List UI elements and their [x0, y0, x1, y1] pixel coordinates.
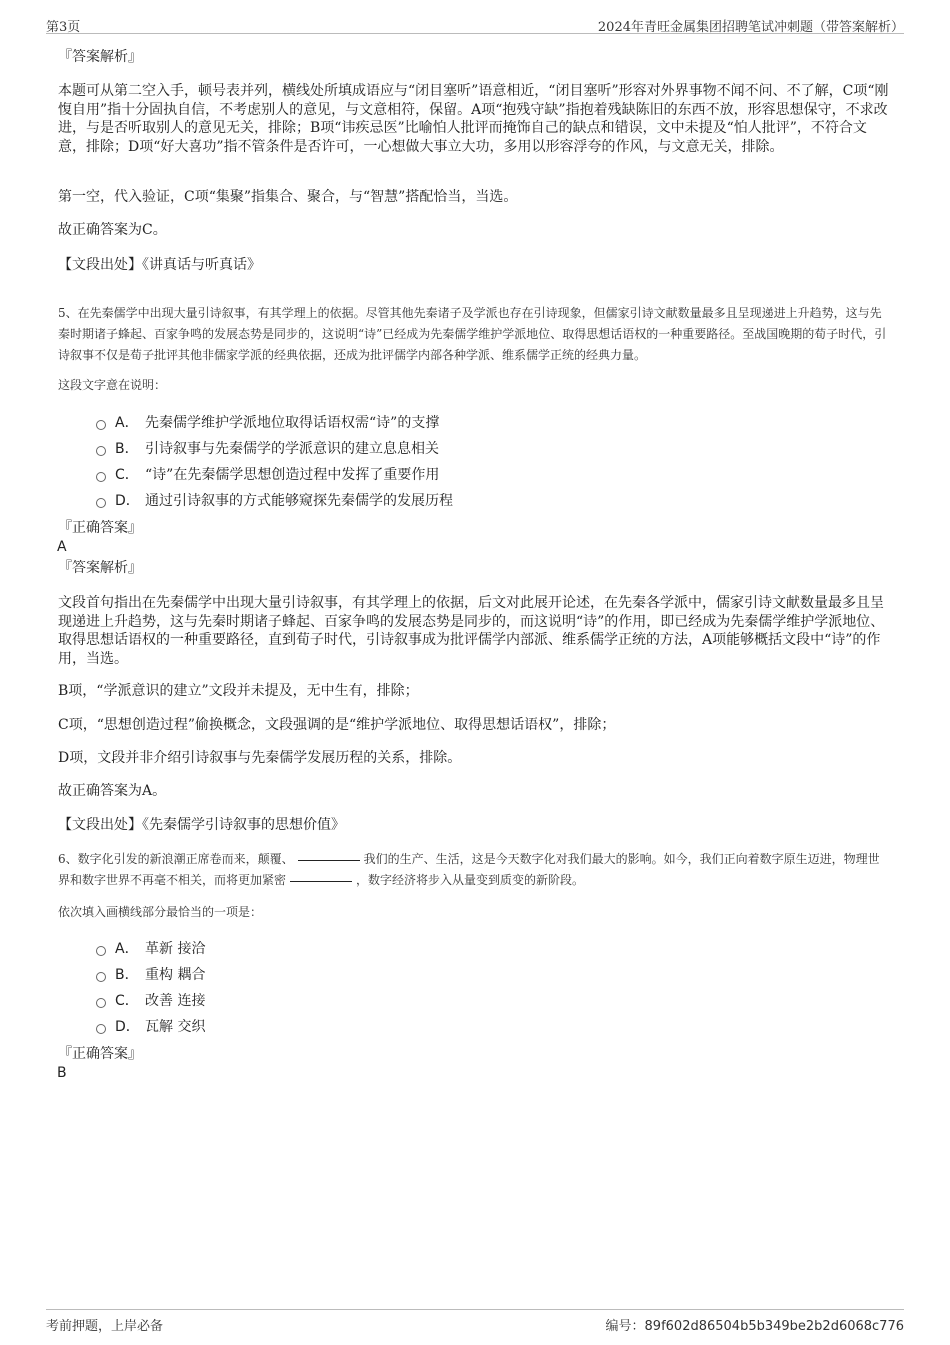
fill-blank [290, 881, 352, 882]
analysis-option-b: B项，“学派意识的建立”文段并未提及，无中生有，排除； [58, 683, 419, 699]
option-text: 瓦解 交织 [145, 1019, 206, 1035]
option-text: 改善 连接 [145, 993, 206, 1009]
question-5-option-c[interactable] [96, 466, 439, 484]
radio-icon[interactable] [96, 1024, 106, 1034]
analysis-label: 『答案解析』 [58, 49, 142, 65]
option-text: 先秦儒学维护学派地位取得话语权需“诗”的支撑 [145, 415, 440, 431]
document-title: 2024年青旺金属集团招聘笔试冲刺题（带答案解析） [597, 20, 904, 35]
radio-icon[interactable] [96, 998, 106, 1008]
analysis-paragraph: 文段首句指出在先秦儒学中出现大量引诗叙事，有其学理上的依据，后文对此展开论述，在先秦各学派中，儒家引诗文献数量最多且呈现递进上升趋势，这与先秦时期诸子蜂起、百家争鸣的发展态势是同步的，而这说明“诗”的作用，即已经成为先秦儒学维护学派地位、取得思想话语权的一种重要路径，直到荀子时代，引诗叙事成为批评儒学内部派、维系儒学正统的方法，A项能够概括文段中“诗”的作用，当选。 [58, 595, 885, 667]
passage-source: 【文段出处】《先秦儒学引诗叙事的思想价值》 [58, 817, 345, 833]
analysis-paragraph: 本题可从第二空入手，顿号表并列，横线处所填成语应与“闭目塞听”语意相近，“闭目塞听”形容对外界事物不闻不问、不了解，C项“刚愎自用”指十分固执自信，不考虑别人的意见，与文意相符，保留。A项“抱残守缺”指抱着残缺陈旧的东西不放，形容思想保守，不求改进，与是否听取别人的意见无关，排除；B项“讳疾忌医”比喻怕人批评而掩饰自己的缺点和错误，文中未提及“怕人批评”，不符合文意，排除；D项“好大喜功”指不管条件是否许可，一心想做大事立大功，多用以形容浮夸的作风，与文意无关，排除。 [58, 83, 889, 155]
option-text: 重构 耦合 [145, 967, 206, 983]
option-text: 革新 接洽 [145, 941, 206, 957]
analysis-conclusion: 故正确答案为A。 [58, 783, 167, 799]
option-letter: A． [115, 941, 139, 957]
document-code [606, 1315, 904, 1334]
passage-source: 【文段出处】《讲真话与听真话》 [58, 257, 261, 273]
correct-answer-label: 『正确答案』 [58, 520, 142, 536]
page-header [46, 14, 904, 34]
stem-text: ，数字经济将步入从量变到质变的新阶段。 [356, 873, 585, 887]
question-6-option-d[interactable] [96, 1018, 205, 1036]
option-letter: C． [115, 467, 139, 483]
page-footer [46, 1309, 904, 1334]
footer-slogan: 考前押题，上岸必备 [46, 1319, 164, 1334]
page-number: 第3页 [46, 20, 81, 35]
question-5-option-a[interactable] [96, 414, 439, 432]
radio-icon[interactable] [96, 498, 106, 508]
code-value: 89f602d86504b5b349be2b2d6068c776 [644, 1319, 904, 1334]
analysis-label: 『答案解析』 [58, 560, 142, 576]
option-letter: D． [115, 1019, 140, 1035]
question-5-option-d[interactable] [96, 492, 453, 510]
option-letter: B． [115, 441, 139, 457]
question-5-option-b[interactable] [96, 440, 439, 458]
analysis-conclusion: 故正确答案为C。 [58, 222, 167, 238]
correct-answer: A [57, 539, 67, 555]
analysis-paragraph: 第一空，代入验证，C项“集聚”指集合、聚合，与“智慧”搭配恰当，当选。 [58, 189, 518, 205]
radio-icon[interactable] [96, 972, 106, 982]
radio-icon[interactable] [96, 946, 106, 956]
correct-answer-label: 『正确答案』 [58, 1046, 142, 1062]
stem-text: 我们的生产、生活，这是今天数字化对我们最大的影响。如今，我们正向着数字原生迈进，物理世界和数字世界不再毫不相关，而将更加紧密 [58, 852, 880, 887]
analysis-option-d: D项，文段并非介绍引诗叙事与先秦儒学发展历程的关系，排除。 [58, 750, 462, 766]
option-letter: A． [115, 415, 139, 431]
option-letter: D． [115, 493, 140, 509]
radio-icon[interactable] [96, 472, 106, 482]
question-6-option-b[interactable] [96, 966, 205, 984]
stem-text: 6、数字化引发的新浪潮正席卷而来，颠覆、 [58, 852, 294, 866]
option-text: 通过引诗叙事的方式能够窥探先秦儒学的发展历程 [145, 493, 453, 509]
option-text: “诗”在先秦儒学思想创造过程中发挥了重要作用 [145, 467, 440, 483]
option-text: 引诗叙事与先秦儒学的学派意识的建立息息相关 [145, 441, 439, 457]
question-6-option-c[interactable] [96, 992, 205, 1010]
question-5-stem: 5、在先秦儒学中出现大量引诗叙事，有其学理上的依据。尽管其他先秦诸子及学派也存在引诗现象，但儒家引诗文献数量最多且呈现递进上升趋势，这与先秦时期诸子蜂起、百家争鸣的发展态势是同步的，这说明“诗”已经成为先秦儒学维护学派地位、取得思想话语权的一种重要路径。至战国晚期的荀子时代，引诗叙事不仅是荀子批评其他非儒家学派的经典依据，还成为批评儒学内部各种学派、维系儒学正统的经典力量。 [58, 306, 887, 362]
option-letter: C． [115, 993, 139, 1009]
question-6-prompt: 依次填入画横线部分最恰当的一项是： [58, 905, 263, 919]
radio-icon[interactable] [96, 420, 106, 430]
question-6-option-a[interactable] [96, 940, 205, 958]
analysis-option-c: C项，“思想创造过程”偷换概念，文段强调的是“维护学派地位、取得思想话语权”，排除； [58, 717, 616, 733]
question-6-stem [58, 849, 890, 891]
code-label: 编号： [605, 1319, 645, 1334]
radio-icon[interactable] [96, 446, 106, 456]
option-letter: B． [115, 967, 139, 983]
correct-answer: B [57, 1065, 67, 1081]
fill-blank [298, 860, 360, 861]
question-5-prompt: 这段文字意在说明： [58, 378, 167, 392]
